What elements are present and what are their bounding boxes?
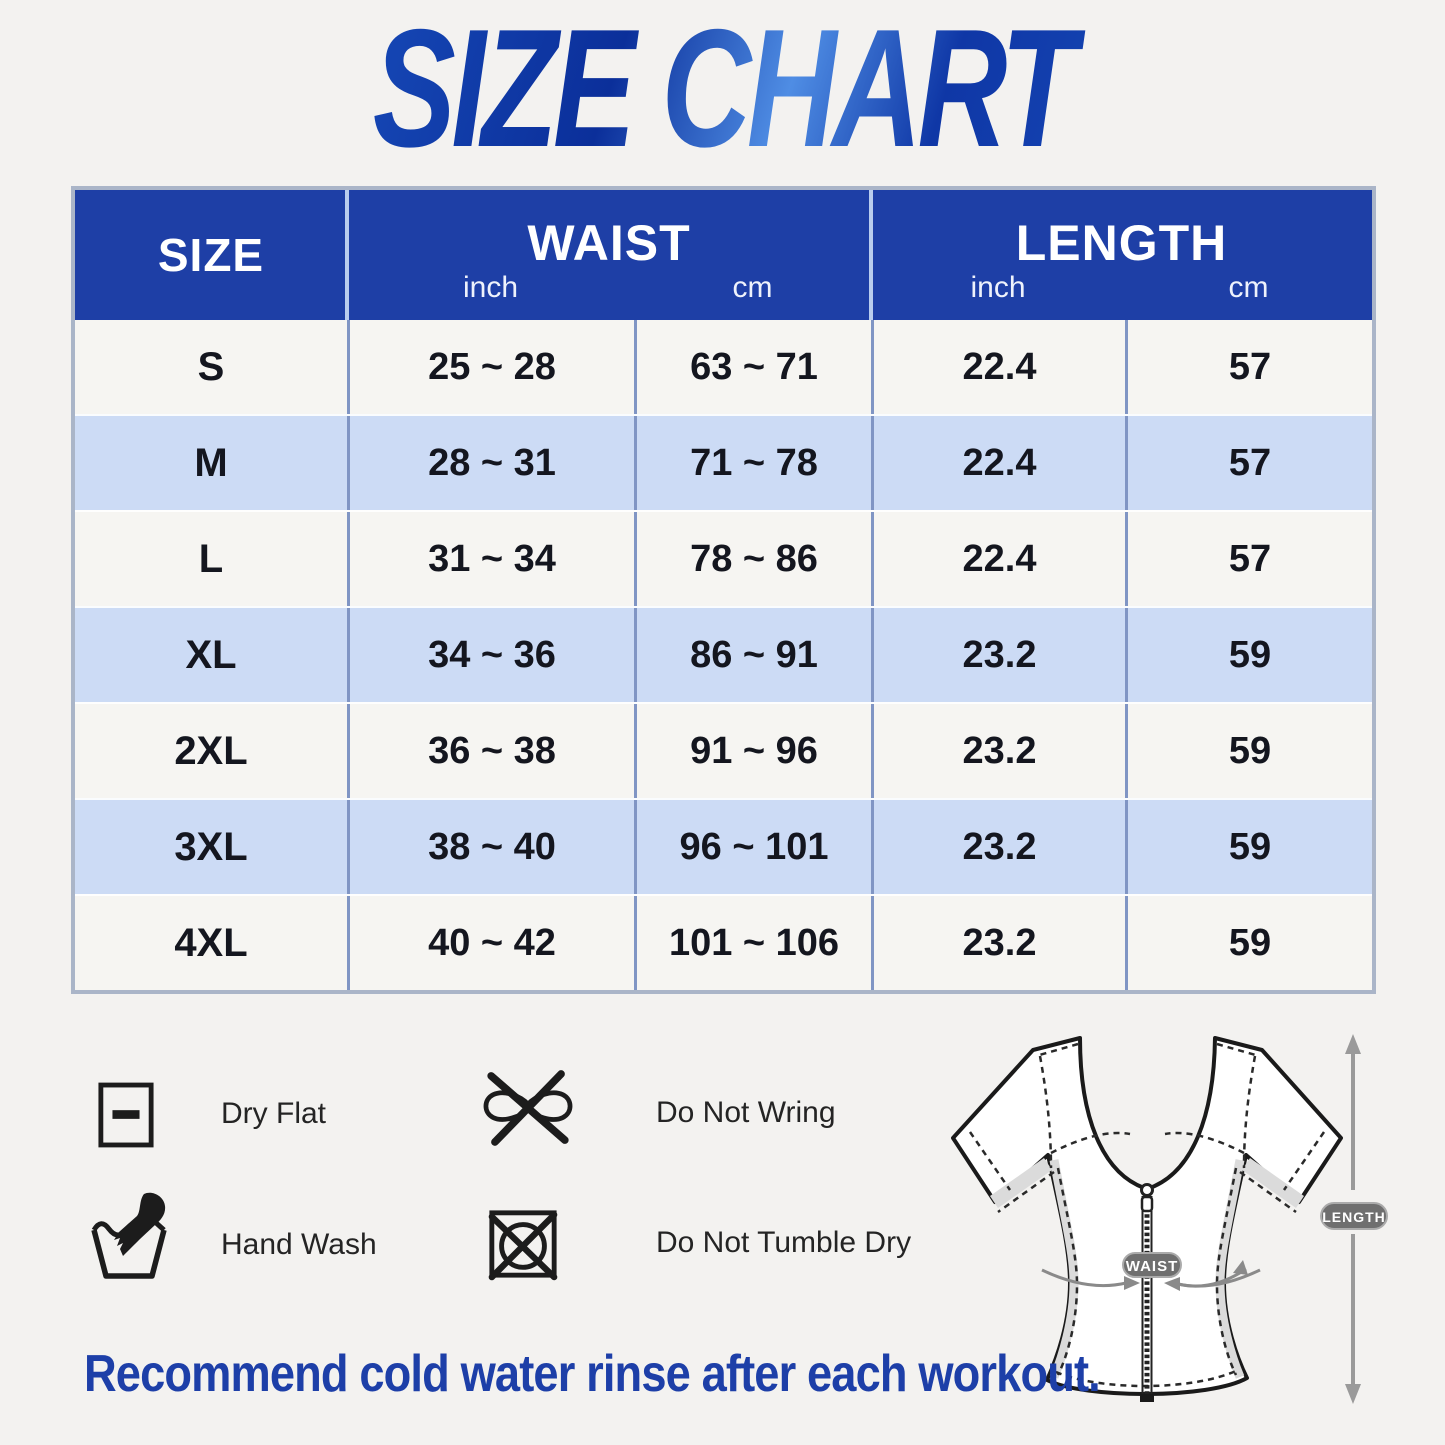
header-length-cm: cm	[1228, 271, 1269, 304]
cell-size: S	[197, 344, 225, 389]
cell-length-cm: 57	[1125, 416, 1372, 510]
cell-waist-cm: 91 ~ 96	[634, 704, 871, 798]
cell-length-inch: 23.2	[871, 896, 1125, 990]
cell-waist-cm: 96 ~ 101	[634, 800, 871, 894]
table-row	[75, 894, 1372, 990]
length-badge	[1321, 1203, 1387, 1229]
length-badge-label: LENGTH	[1322, 1209, 1386, 1225]
header-divider	[869, 190, 873, 320]
cell-size: M	[194, 440, 228, 485]
cell-waist-inch: 25 ~ 28	[347, 320, 634, 414]
cell-length-inch: 22.4	[871, 512, 1125, 606]
table-header	[75, 190, 1372, 320]
do-not-wring-icon	[476, 1068, 580, 1148]
care-label-do-not-tumble-dry: Do Not Tumble Dry	[656, 1226, 912, 1259]
page-title: SIZE CHART	[188, 4, 1257, 172]
cell-waist-cm: 86 ~ 91	[634, 608, 871, 702]
table-row	[75, 320, 1372, 414]
cell-size: 3XL	[174, 824, 248, 869]
header-waist-cm: cm	[732, 271, 773, 304]
cell-length-cm: 59	[1125, 608, 1372, 702]
cell-size: 4XL	[174, 920, 248, 965]
care-label-hand-wash: Hand Wash	[221, 1228, 377, 1261]
cell-length-cm: 57	[1125, 512, 1372, 606]
do-not-tumble-dry-icon	[486, 1206, 560, 1282]
cell-waist-inch: 38 ~ 40	[347, 800, 634, 894]
cell-size: XL	[185, 632, 237, 677]
cell-length-cm: 59	[1125, 800, 1372, 894]
cell-length-cm: 59	[1125, 704, 1372, 798]
header-divider	[345, 190, 349, 320]
cell-length-cm: 59	[1125, 896, 1372, 990]
table-row	[75, 798, 1372, 894]
cell-waist-inch: 40 ~ 42	[347, 896, 634, 990]
cell-waist-inch: 36 ~ 38	[347, 704, 634, 798]
cell-waist-inch: 34 ~ 36	[347, 608, 634, 702]
cell-length-inch: 22.4	[871, 320, 1125, 414]
dry-flat-icon	[97, 1080, 155, 1150]
table-row	[75, 702, 1372, 798]
header-length-inch: inch	[970, 271, 1026, 304]
cell-waist-cm: 101 ~ 106	[634, 896, 871, 990]
cell-length-inch: 23.2	[871, 704, 1125, 798]
header-length: LENGTH	[1015, 215, 1228, 271]
table-row	[75, 414, 1372, 510]
cell-waist-inch: 28 ~ 31	[347, 416, 634, 510]
waist-badge-label: WAIST	[1125, 1258, 1179, 1275]
cell-waist-cm: 71 ~ 78	[634, 416, 871, 510]
cell-waist-inch: 31 ~ 34	[347, 512, 634, 606]
footer-note: Recommend cold water rinse after each workout.	[84, 1345, 1100, 1403]
header-waist-inch: inch	[462, 271, 519, 304]
cell-size: 2XL	[174, 728, 248, 773]
care-label-dry-flat: Dry Flat	[221, 1097, 326, 1130]
table-row	[75, 510, 1372, 606]
size-table	[71, 186, 1376, 994]
care-label-do-not-wring: Do Not Wring	[656, 1096, 836, 1129]
table-body	[75, 320, 1372, 990]
cell-length-inch: 23.2	[871, 608, 1125, 702]
cell-waist-cm: 78 ~ 86	[634, 512, 871, 606]
cell-length-inch: 22.4	[871, 416, 1125, 510]
waist-badge	[1123, 1253, 1181, 1277]
table-row	[75, 606, 1372, 702]
cell-length-cm: 57	[1125, 320, 1372, 414]
header-size: SIZE	[157, 229, 265, 281]
cell-length-inch: 23.2	[871, 800, 1125, 894]
cell-waist-cm: 63 ~ 71	[634, 320, 871, 414]
cell-size: L	[198, 536, 224, 581]
header-waist: WAIST	[527, 215, 691, 271]
hand-wash-icon	[86, 1188, 170, 1282]
